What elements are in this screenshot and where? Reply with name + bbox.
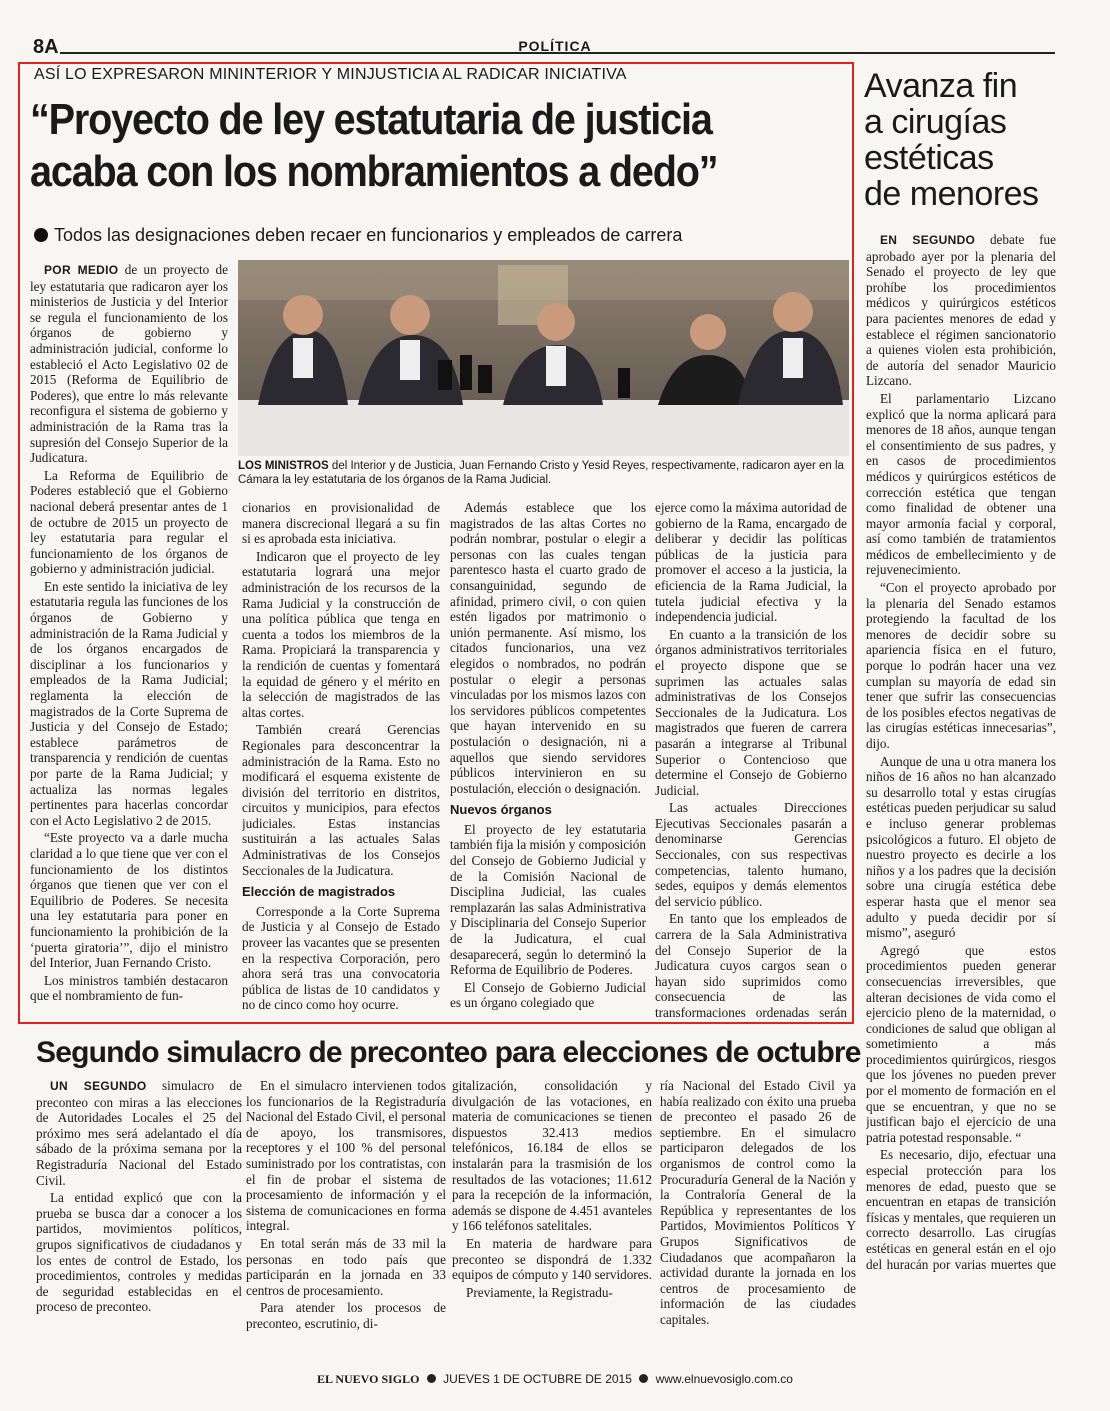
deck-text: Todos las designaciones deben recaer en funcionarios y empleados de carrera	[54, 225, 683, 245]
footer-url: www.elnuevosiglo.com.co	[655, 1372, 793, 1386]
bottom-column-4	[660, 1078, 856, 1334]
caption-text: del Interior y de Justicia, Juan Fernando Cristo y Yesid Reyes, respectivamente, radicaron ayer en la Cámara la ley estatutaria de los órganos de la Rama Judicial.	[238, 460, 844, 486]
headline-line-1: “Proyecto de ley estatutaria de justicia	[30, 95, 712, 144]
page-number: 8A	[33, 36, 59, 58]
paragraph: En cuanto a la transición de los órganos administrativos territoriales el proyecto dispone que se suprimen las actuales salas administrativas de los Consejos Seccionales de la Judicatura. Los magistrados que fueren de carrera pasarán a integrarse al Tribunal Superior o Contencioso que determine el Consejo de Gobierno Judicial.	[655, 626, 847, 798]
paragraph: En este sentido la iniciativa de ley estatutaria regula las funciones de los órganos de Gobierno y administración de la Rama Judicial y de los órganos encargados de disciplinar a los funcionarios y empleados de la Rama Judicial; reglamenta la elección de magistrados de la Corte Suprema de Justicia y del Consejo de Estado; establece parámetros de transparencia y rendición de cuentas por parte de la Rama Judicial; y actualiza las normas legales pertinentes para hacerlas concordar con el Acto Legislativo 2 de 2015.	[30, 578, 228, 828]
paragraph: Corresponde a la Corte Suprema de Justicia y al Consejo de Estado proveer las vacantes que se presenten en la respectiva Corporación, pero ahora será tras una convocatoria pública de listas de 10 candidatos y no de cinco como hoy ocurre.	[242, 903, 440, 1013]
paragraph: En total serán más de 33 mil la personas en todo país que participarán en la jornada en 33 centros de procesamiento.	[246, 1235, 446, 1298]
bullet-icon	[427, 1374, 436, 1383]
footer-brand: EL NUEVO SIGLO	[317, 1372, 420, 1386]
main-column-2	[242, 500, 440, 1022]
paragraph: En el simulacro intervienen todos los funcionarios de la Registraduría Nacional del Estado Civil, el personal de apoyo, los transmisores, receptores y el 100 % del personal suministrado por los contratistas, con el fin de probar el sistema de procesamiento de información y el sistema de comunicaciones en forma integral.	[246, 1078, 446, 1234]
headline-line-2: acaba con los nombramientos a dedo”	[30, 147, 718, 196]
header-rule	[60, 52, 1055, 54]
bottom-column-3	[452, 1078, 652, 1334]
side-lead-paragraph: EN SEGUNDO debate fue aprobado ayer por la plenaria del Senado el proyecto de ley que prohíbe los procedimientos médicos y quirúrgicos estéticos para pacientes menores de edad y establece el régimen sancionatorio a quienes violen esta prohibición, de autoría del senador Mauricio Lizcano.	[866, 232, 1056, 389]
bottom-column-2	[246, 1078, 446, 1334]
side-lead-label: EN SEGUNDO	[880, 233, 976, 247]
paragraph: También creará Gerencias Regionales para desconcentrar la administración de la Rama. Esto no modificará el esquema existente de división del territorio en distritos, circuitos y municipios, para efectos judiciales. Estas instancias sustituirán a las actuales Salas Administrativas de los Consejos Seccionales de la Judicatura.	[242, 722, 440, 878]
subhead-election: Elección de magistrados	[242, 884, 396, 900]
lead-label: POR MEDIO	[44, 263, 119, 277]
main-column-1	[30, 262, 228, 1022]
paragraph: Es necesario, dijo, efectuar una especial protección para los menores de edad, puesto que se encuentran en etapas de transición físicas y mentales, que requieren un correcto desarrollo. Las cirugías estéticas en general están en el ojo del huracán por varias muertes que	[866, 1147, 1056, 1272]
page-footer	[0, 1372, 1110, 1387]
bullet-icon	[639, 1374, 648, 1383]
paragraph: Las actuales Direcciones Ejecutivas Seccionales pasarán a denominarse Gerencias Seccionales, con sus respectivas competencias, talento humano, sedes, equipos y demás elementos del servicio público.	[655, 800, 847, 909]
bottom-lead-paragraph: UN SEGUNDO simulacro de preconteo con miras a las elecciones de Autoridades Locales el 25 del próximo mes será adelantado el día sábado de la próxima semana por la Registraduría Nacional del Estado Civil.	[36, 1078, 242, 1188]
article-headline	[30, 94, 849, 198]
photo-illustration	[238, 260, 849, 456]
paragraph: La Reforma de Equilibrio de Poderes estableció que el Gobierno nacional deberá presentar antes de 1 de octubre de 2015 un proyecto de ley estatutaria para regular el funcionamiento de los órganos de gobierno y administración judicial.	[30, 467, 228, 577]
paragraph: En materia de hardware para preconteo se dispondrá de 1.332 equipos de cómputo y 140 servidores.	[452, 1235, 652, 1283]
side-article-body	[866, 232, 1056, 1272]
paragraph: Aunque de una u otra manera los niños de 16 años no han alcanzado su desarrollo total y estas cirugías estéticas pueden perjudicar su salud e incluso generar problemas psicológicos a futuro. El objeto de nuestro proyecto es decirle a los niños y a los padres que la decisión sobre una cirugía estética debe esperar hasta que el menor sea adulto y pueda decidir por sí mismo”, aseguró	[866, 753, 1056, 941]
footer-date: JUEVES 1 DE OCTUBRE DE 2015	[443, 1372, 632, 1386]
main-column-3	[450, 500, 646, 1022]
paragraph: Indicaron que el proyecto de ley estatutaria logrará una mejor administración de los recursos de la Rama Judicial y la construcción de una política pública que tenga en cuenta a todos los miembros de la Rama. Propiciará la transparencia y la rendición de cuentas y fomentará la equidad de género y el mérito en la selección de magistrados de las altas cortes.	[242, 548, 440, 720]
article-kicker: ASÍ LO EXPRESARON MININTERIOR Y MINJUSTICIA AL RADICAR INICIATIVA	[34, 66, 627, 83]
main-column-4	[655, 500, 847, 1022]
paragraph: cionarios en provisionalidad de manera discrecional llegará a su fin si es aprobada esta iniciativa.	[242, 500, 440, 547]
photo-caption	[238, 459, 849, 487]
paragraph: Los ministros también destacaron que el nombramiento de fun-	[30, 972, 228, 1004]
bullet-icon	[34, 228, 48, 242]
caption-label: LOS MINISTROS	[238, 460, 329, 472]
paragraph: Además establece que los magistrados de las altas Cortes no podrán nombrar, postular o elegir a personas con las cuales tengan parentesco hasta el cuarto grado de consanguinidad, segundo de afinidad, primero civil, o con quien estén ligados por matrimonio o unión permanente. Así mismo, los citados funcionarios, una vez elegidos o nombrados, no podrán postular o elegir a personas vinculadas por los mismos lazos con los servidores públicos competentes que hayan intervenido en su postulación o designación, ni a aquellos que siendo servidores públicos intervinieron en su postulación, elección o designación.	[450, 500, 646, 796]
article-deck	[34, 225, 682, 246]
section-label: POLÍTICA	[518, 38, 592, 54]
side-article-title: Avanza fin a cirugías estéticas de menores	[864, 67, 1039, 213]
paragraph: Agregó que estos procedimientos pueden generar consecuencias irreversibles, que alteran decisiones de vida como el ejercicio pleno de la maternidad, o condiciones de salud que obligan al sometimiento a más procedimientos quirúrgicos, riesgos que los jóvenes no pueden prever por el momento de formación en el que se encuentran, y que no se justifican bajo el ejercicio de una patria potestad responsable. “	[866, 942, 1056, 1145]
subhead-new-organs: Nuevos órganos	[450, 802, 552, 818]
main-lead-paragraph: POR MEDIO de un proyecto de ley estatutaria que radicaron ayer los ministerios de Justicia y del Interior se regula el funcionamiento de los órganos de gobierno y administración judicial, conforme lo estableció el Acto Legislativo 02 de 2015 (Reforma de Equilibrio de Poderes), que entre lo más relevante reconfigura el sistema de gobierno y administración de la Rama tras la supresión del Consejo Superior de la Judicatura.	[30, 262, 228, 466]
paragraph: ría Nacional del Estado Civil ya había realizado con éxito una prueba de preconteo el pasado 26 de septiembre. En el simulacro participaron delegados de los organismos de control como la Procuraduría General de la Nación y la Contraloría General de la República y representantes de los Partidos, Movimientos Políticos Y Grupos Significativos de Ciudadanos que acompañaron la actividad durante la jornada en los centros de procesamiento de información de las ciudades capitales.	[660, 1078, 856, 1327]
paragraph: Para atender los procesos de preconteo, escrutinio, di-	[246, 1300, 446, 1331]
paragraph: La entidad explicó que con la prueba se busca dar a conocer a los partidos, movimientos políticos, grupos significativos de ciudadanos y los entes de control de Estado, los procedimientos, controles y medidas de seguridad establecidas en el proceso de preconteo.	[36, 1190, 242, 1315]
paragraph: “Con el proyecto aprobado por la plenaria del Senado estamos protegiendo la facultad de los menores de decidir sobre su apariencia física en el futuro, porque lo podrán hacer una vez cumplan su mayoría de edad sin tener que sufrir las consecuencias de los posibles efectos negativas de las cirugías estéticas innecesarias”, dijo.	[866, 580, 1056, 751]
bottom-column-1	[36, 1078, 242, 1334]
paragraph: El parlamentario Lizcano explicó que la norma aplicará para menores de 18 años, aunque tengan el consentimiento de sus padres, y en casos de procedimientos médicos y quirúrgicos estéticos de corrección estética que tengan como finalidad de obtener una mayor armonía facial y corporal, así como también de tratamientos médicos de embellecimiento y de rejuvenecimiento.	[866, 390, 1056, 578]
paragraph: El proyecto de ley estatutaria también fija la misión y composición del Consejo de Gobierno Judicial y de la Comisión Nacional de Disciplina Judicial, las cuales remplazarán las salas Administrativa y Disciplinaria del Consejo Superior de la Judicatura, el cual desaparecerá, según lo determinó la Reforma de Equilibrio de Poderes.	[450, 821, 646, 978]
paragraph: En tanto que los empleados de carrera de la Sala Administrativa del Consejo Superior de la Judicatura cuyos cargos sean o hayan sido suprimidos como consecuencia de las transformaciones ordenadas serán	[655, 911, 847, 1020]
bottom-article-headline: Segundo simulacro de preconteo para elecciones de octubre	[36, 1036, 861, 1069]
bottom-lead-label: UN SEGUNDO	[50, 1079, 147, 1093]
paragraph: Previamente, la Registradu-	[466, 1284, 613, 1300]
paragraph: gitalización, consolidación y divulgación de las votaciones, en materia de comunicaciones se tienen dispuestos 32.413 medios telefónicos, 16.184 de ellos se instalarán para la trasmisión de los resultados de las votaciones; 11.612 para la recepción de la información, además se dispone de 4.451 avanteles y 166 teléfonos satelitales.	[452, 1078, 652, 1234]
paragraph: El Consejo de Gobierno Judicial es un órgano colegiado que	[450, 979, 646, 1011]
paragraph: “Este proyecto va a darle mucha claridad a lo que tiene que ver con el funcionamiento de los distintos órganos que tienen que ver con el Equilibrio de Poderes. Se necesita una ley estatutaria para poner en funcionamiento la prohibición de la ‘puerta giratoria’”, dijo el ministro del Interior, Juan Fernando Cristo.	[30, 830, 228, 971]
paragraph: ejerce como la máxima autoridad de gobierno de la Rama, encargado de deliberar y decidir las políticas públicas de la justicia para promover el acceso a la justicia, la eficiencia de la Rama Judicial, la tutela judicial efectiva y la independencia judicial.	[655, 500, 847, 625]
ministers-photo	[238, 260, 849, 456]
